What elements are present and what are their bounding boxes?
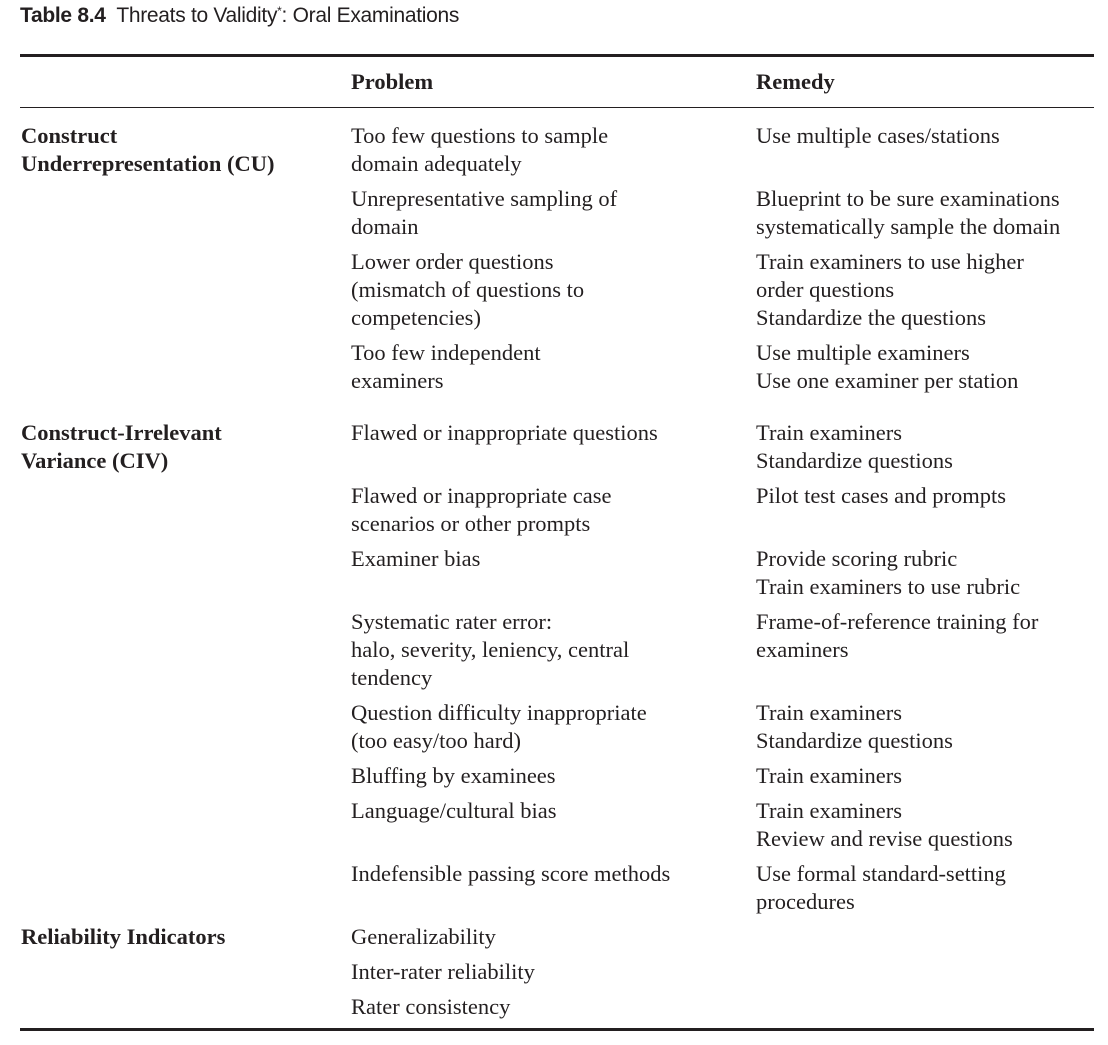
- cell-line: procedures: [756, 889, 855, 914]
- cell-line: order questions: [756, 277, 895, 302]
- problem-cell: [351, 762, 556, 790]
- cell-line: Inter-rater reliability: [351, 959, 535, 984]
- cell-line: (too easy/too hard): [351, 728, 521, 753]
- remedy-cell: [756, 482, 1006, 510]
- problem-cell: [351, 419, 658, 447]
- cell-line: Standardize the questions: [756, 305, 986, 330]
- cell-line: competencies): [351, 305, 481, 330]
- cell-line: Use formal standard-setting: [756, 861, 1006, 886]
- cell-line: scenarios or other prompts: [351, 511, 591, 536]
- cell-line: Pilot test cases and prompts: [756, 483, 1006, 508]
- problem-cell: [351, 923, 496, 951]
- cell-line: Flawed or inappropriate questions: [351, 420, 658, 445]
- table-title: Threats to Validity: [116, 4, 278, 27]
- problem-cell: [351, 122, 608, 178]
- problem-cell: [351, 993, 510, 1021]
- cell-line: Too few independent: [351, 340, 541, 365]
- cell-line: Train examiners: [756, 763, 903, 788]
- bottom-rule: [20, 1028, 1094, 1031]
- problem-cell: [351, 482, 612, 538]
- header-rule: [20, 107, 1094, 108]
- remedy-cell: [756, 860, 1006, 916]
- cell-line: Use one examiner per station: [756, 368, 1019, 393]
- group-label-line: Underrepresentation (CU): [21, 151, 275, 176]
- remedy-cell: [756, 608, 1038, 664]
- cell-line: Examiner bias: [351, 546, 481, 571]
- cell-line: Systematic rater error:: [351, 609, 553, 634]
- cell-line: Use multiple cases/stations: [756, 123, 1000, 148]
- group-label-line: Variance (CIV): [21, 448, 169, 473]
- problem-cell: [351, 185, 617, 241]
- remedy-cell: [756, 699, 953, 755]
- cell-line: examiners: [756, 637, 849, 662]
- remedy-cell: [756, 419, 953, 475]
- remedy-cell: [756, 122, 1000, 150]
- problem-cell: [351, 860, 670, 888]
- remedy-cell: [756, 248, 1024, 332]
- top-rule: [20, 54, 1094, 57]
- cell-line: Use multiple examiners: [756, 340, 970, 365]
- problem-cell: [351, 958, 535, 986]
- cell-line: Blueprint to be sure examinations: [756, 186, 1060, 211]
- cell-line: Train examiners: [756, 798, 903, 823]
- cell-line: domain: [351, 214, 419, 239]
- group-label-line: Construct-Irrelevant: [21, 420, 222, 445]
- remedy-cell: [756, 762, 902, 790]
- cell-line: Review and revise questions: [756, 826, 1013, 851]
- cell-line: Train examiners to use higher: [756, 249, 1024, 274]
- cell-line: tendency: [351, 665, 433, 690]
- cell-line: Language/cultural bias: [351, 798, 557, 823]
- cell-line: Standardize questions: [756, 448, 953, 473]
- group-label-line: Reliability Indicators: [21, 924, 226, 949]
- cell-line: halo, severity, leniency, central: [351, 637, 630, 662]
- remedy-column-header: Remedy: [756, 69, 835, 94]
- footnote-marker: *: [277, 4, 282, 18]
- remedy-cell: [756, 339, 1018, 395]
- cell-line: Too few questions to sample: [351, 123, 609, 148]
- cell-line: domain adequately: [351, 151, 522, 176]
- problem-cell: [351, 608, 629, 692]
- cell-line: Question difficulty inappropriate: [351, 700, 647, 725]
- table-number: Table 8.4: [20, 4, 106, 27]
- remedy-cell: [756, 185, 1060, 241]
- cell-line: Provide scoring rubric: [756, 546, 958, 571]
- remedy-cell: [756, 797, 1013, 853]
- cell-line: Rater consistency: [351, 994, 511, 1019]
- problem-cell: [351, 699, 647, 755]
- cell-line: Train examiners: [756, 420, 903, 445]
- cell-line: Train examiners: [756, 700, 903, 725]
- problem-column-header: Problem: [351, 69, 434, 94]
- cell-line: examiners: [351, 368, 444, 393]
- problem-cell: [351, 339, 541, 395]
- problem-cell: [351, 248, 584, 332]
- cell-line: Unrepresentative sampling of: [351, 186, 618, 211]
- cell-line: Lower order questions: [351, 249, 554, 274]
- group-label-cu: [21, 122, 275, 178]
- cell-line: Standardize questions: [756, 728, 953, 753]
- table-subtitle: : Oral Examinations: [281, 4, 460, 27]
- cell-line: Generalizability: [351, 924, 496, 949]
- cell-line: systematically sample the domain: [756, 214, 1061, 239]
- cell-line: Train examiners to use rubric: [756, 574, 1021, 599]
- cell-line: Frame-of-reference training for: [756, 609, 1039, 634]
- remedy-cell: [756, 545, 1020, 601]
- group-label-civ: [21, 419, 222, 475]
- problem-cell: [351, 797, 557, 825]
- cell-line: (mismatch of questions to: [351, 277, 585, 302]
- group-label-reliability: [21, 923, 225, 951]
- cell-line: Bluffing by examinees: [351, 763, 556, 788]
- table-caption: [20, 4, 459, 28]
- cell-line: Flawed or inappropriate case: [351, 483, 612, 508]
- problem-cell: [351, 545, 480, 573]
- cell-line: Indefensible passing score methods: [351, 861, 671, 886]
- group-label-line: Construct: [21, 123, 118, 148]
